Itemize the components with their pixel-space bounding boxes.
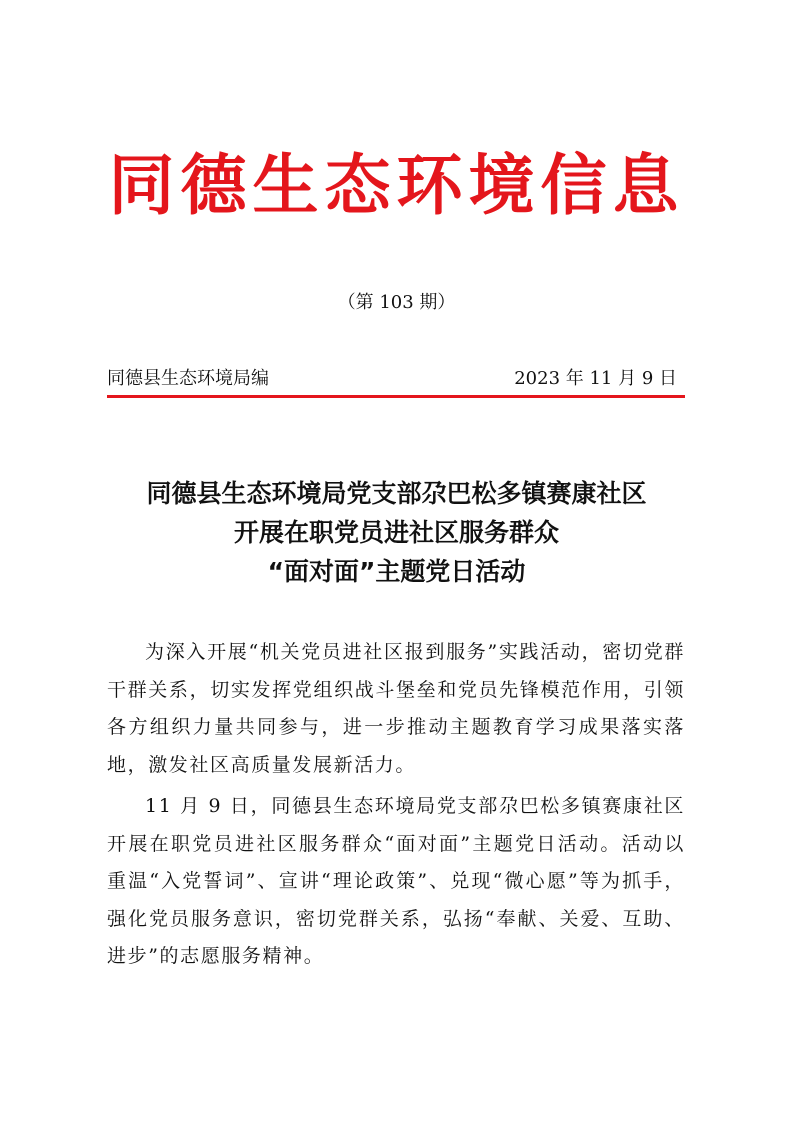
issue-number: （第 103 期） [337,292,456,313]
paragraph-1: 为深入开展“机关党员进社区报到服务”实践活动，密切党群干群关系，切实发挥党组织战斗堡垒和党员先锋模范作用，引领各方组织力量共同参与，进一步推动主题教育学习成果落实落地，激发社区高质量发展新活力。 [107,641,685,776]
masthead-title: 同德生态环境信息 [108,147,685,224]
publication-date: 2023 年 11 月 9 日 [514,368,677,389]
paragraph-2: 11 月 9 日，同德县生态环境局党支部尕巴松多镇赛康社区开展在职党员进社区服务群众“面对面”主题党日活动。活动以重温“入党誓词”、宣讲“理论政策”、兑现“微心愿”等为抓手，强化党员服务意识，密切党群关系，弘扬“奉献、关爱、互助、进步”的志愿服务精神。 [107,795,685,967]
article-title-line-1: 同德县生态环境局党支部尕巴松多镇赛康社区 [146,479,647,508]
red-divider-line [107,395,685,398]
publication-header [107,366,677,392]
editor-label: 同德县生态环境局编 [107,368,269,389]
article-body [107,634,685,980]
article-title-line-3: “面对面”主题党日活动 [267,557,526,586]
article-title [60,474,733,591]
article-title-line-2: 开展在职党员进社区服务群众 [233,518,559,547]
